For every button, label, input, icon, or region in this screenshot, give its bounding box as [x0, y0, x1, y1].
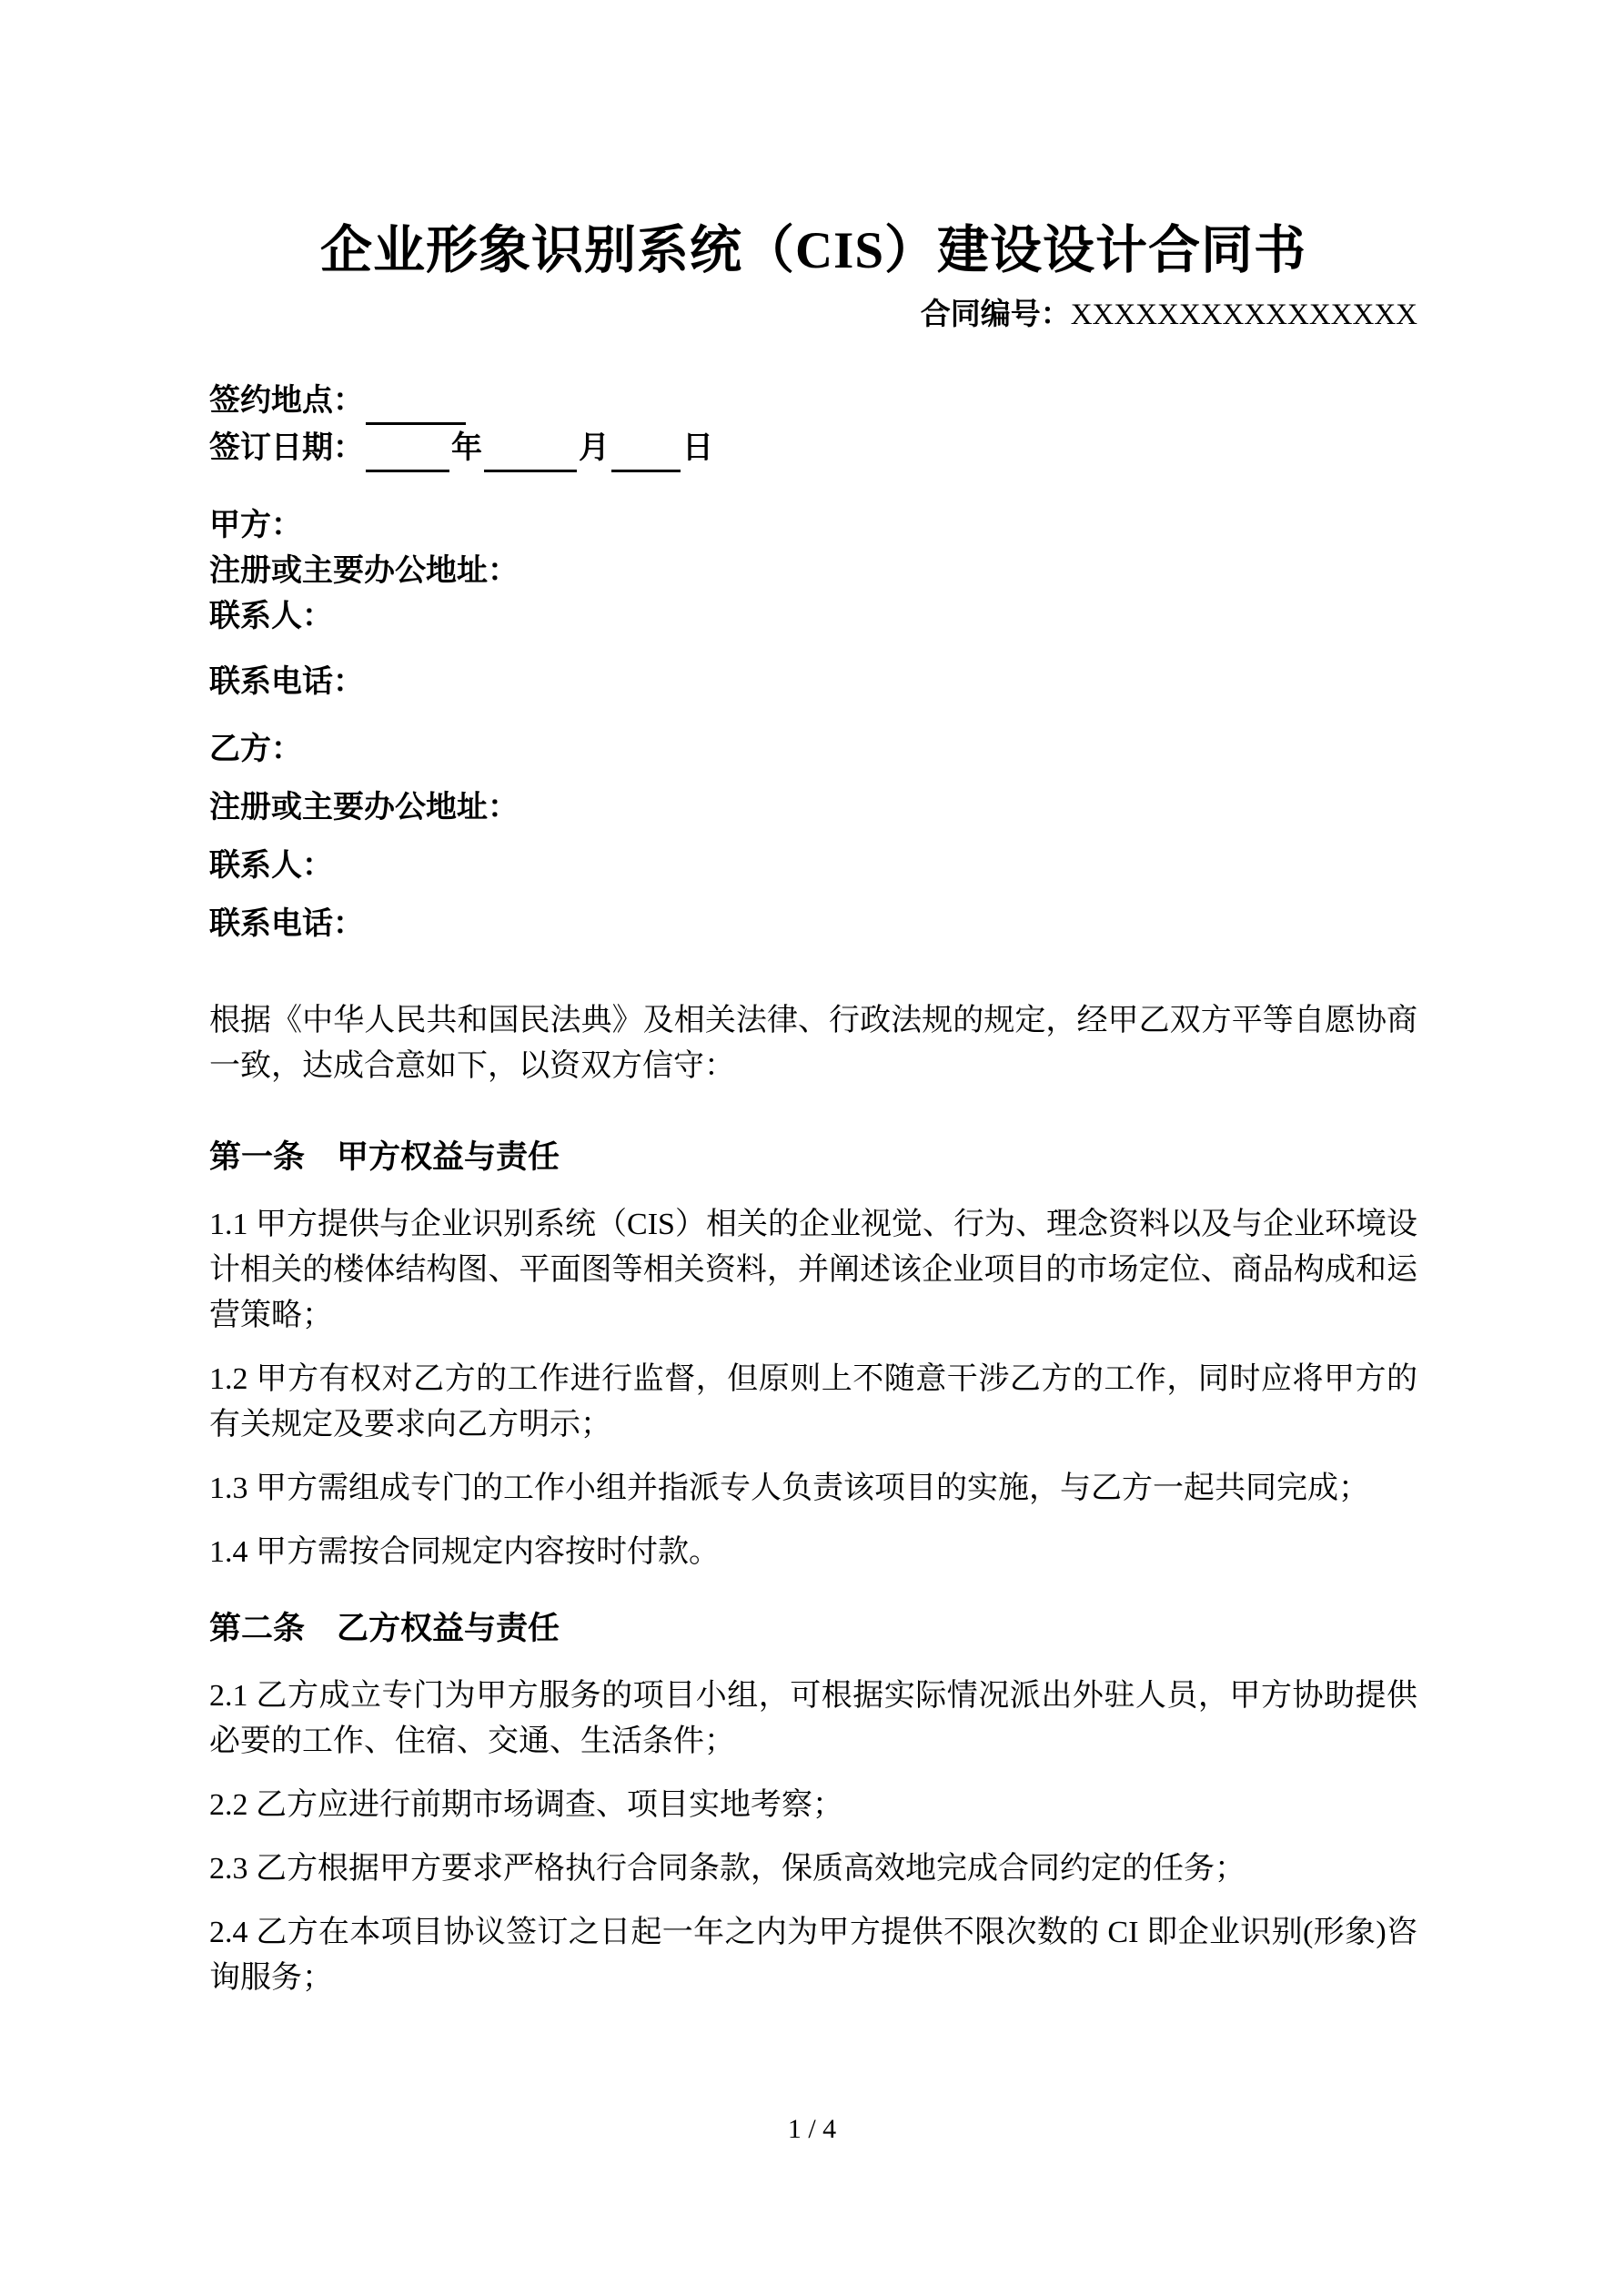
clause-1-4: 1.4 甲方需按合同规定内容按时付款。: [209, 1535, 720, 1569]
contract-number-line: [209, 295, 1417, 336]
party-a-address-label: 注册或主要办公地址：: [209, 554, 519, 588]
party-b-phone-label: 联系电话：: [209, 907, 364, 941]
clause-1-3: 1.3 甲方需组成专门的工作小组并指派专人负责该项目的实施，与乙方一起共同完成；: [209, 1472, 1369, 1505]
sign-date-month-blank: [484, 437, 577, 472]
sign-place-blank: [366, 389, 466, 425]
section-2-heading: 第二条 乙方权益与责任: [209, 1611, 560, 1646]
sign-date-line: [209, 425, 1417, 472]
party-a-phone-label: 联系电话：: [209, 665, 364, 699]
contract-number-label: 合同编号：: [920, 298, 1071, 331]
preamble-paragraph: 根据《中华人民共和国民法典》及相关法律、行政法规的规定，经甲乙双方平等自愿协商一致，达成合意如下，以资双方信守：: [209, 1004, 1417, 1083]
clause-2-2: 2.2 乙方应进行前期市场调查、项目实地考察；: [209, 1788, 843, 1822]
section-1-heading: 第一条 甲方权益与责任: [209, 1139, 560, 1175]
sign-date-day-suffix: 日: [682, 431, 713, 465]
party-b-contact-label: 联系人：: [209, 849, 333, 883]
clause-1-2: 1.2 甲方有权对乙方的工作进行监督，但原则上不随意干涉乙方的工作，同时应将甲方的有关规定及要求向乙方明示；: [209, 1362, 1417, 1441]
sign-date-month-suffix: 月: [579, 431, 610, 465]
party-a-block: [209, 503, 1417, 705]
document-title: 企业形象识别系统（CIS）建设设计合同书: [319, 222, 1307, 279]
party-a-contact-label: 联系人：: [209, 600, 333, 633]
clause-2-4: 2.4 乙方在本项目协议签订之日起一年之内为甲方提供不限次数的 CI 即企业识别(形象)咨询服务；: [209, 1916, 1417, 1995]
contract-number-value: XXXXXXXXXXXXXXXX: [1070, 298, 1417, 331]
sign-place-line: [209, 378, 1417, 425]
sign-date-day-blank: [611, 437, 681, 472]
page-number: 1 / 4: [787, 2114, 837, 2144]
party-b-address-label: 注册或主要办公地址：: [209, 791, 519, 824]
sign-place-label: 签约地点：: [209, 384, 364, 418]
party-b-block: [209, 727, 1417, 947]
clause-2-1: 2.1 乙方成立专门为甲方服务的项目小组，可根据实际情况派出外驻人员，甲方协助提供必要的工作、住宿、交通、生活条件；: [209, 1679, 1417, 1758]
sign-date-year-blank: [366, 437, 449, 472]
signing-block: [209, 378, 1417, 472]
sign-date-year-suffix: 年: [451, 431, 482, 465]
party-a-name-label: 甲方：: [209, 509, 302, 542]
clause-2-3: 2.3 乙方根据甲方要求严格执行合同条款，保质高效地完成合同约定的任务；: [209, 1852, 1246, 1886]
party-b-name-label: 乙方：: [209, 733, 302, 766]
sign-date-label: 签订日期：: [209, 431, 364, 465]
clause-1-1: 1.1 甲方提供与企业识别系统（CIS）相关的企业视觉、行为、理念资料以及与企业环境设计相关的楼体结构图、平面图等相关资料，并阐述该企业项目的市场定位、商品构成和运营策略；: [209, 1208, 1417, 1332]
